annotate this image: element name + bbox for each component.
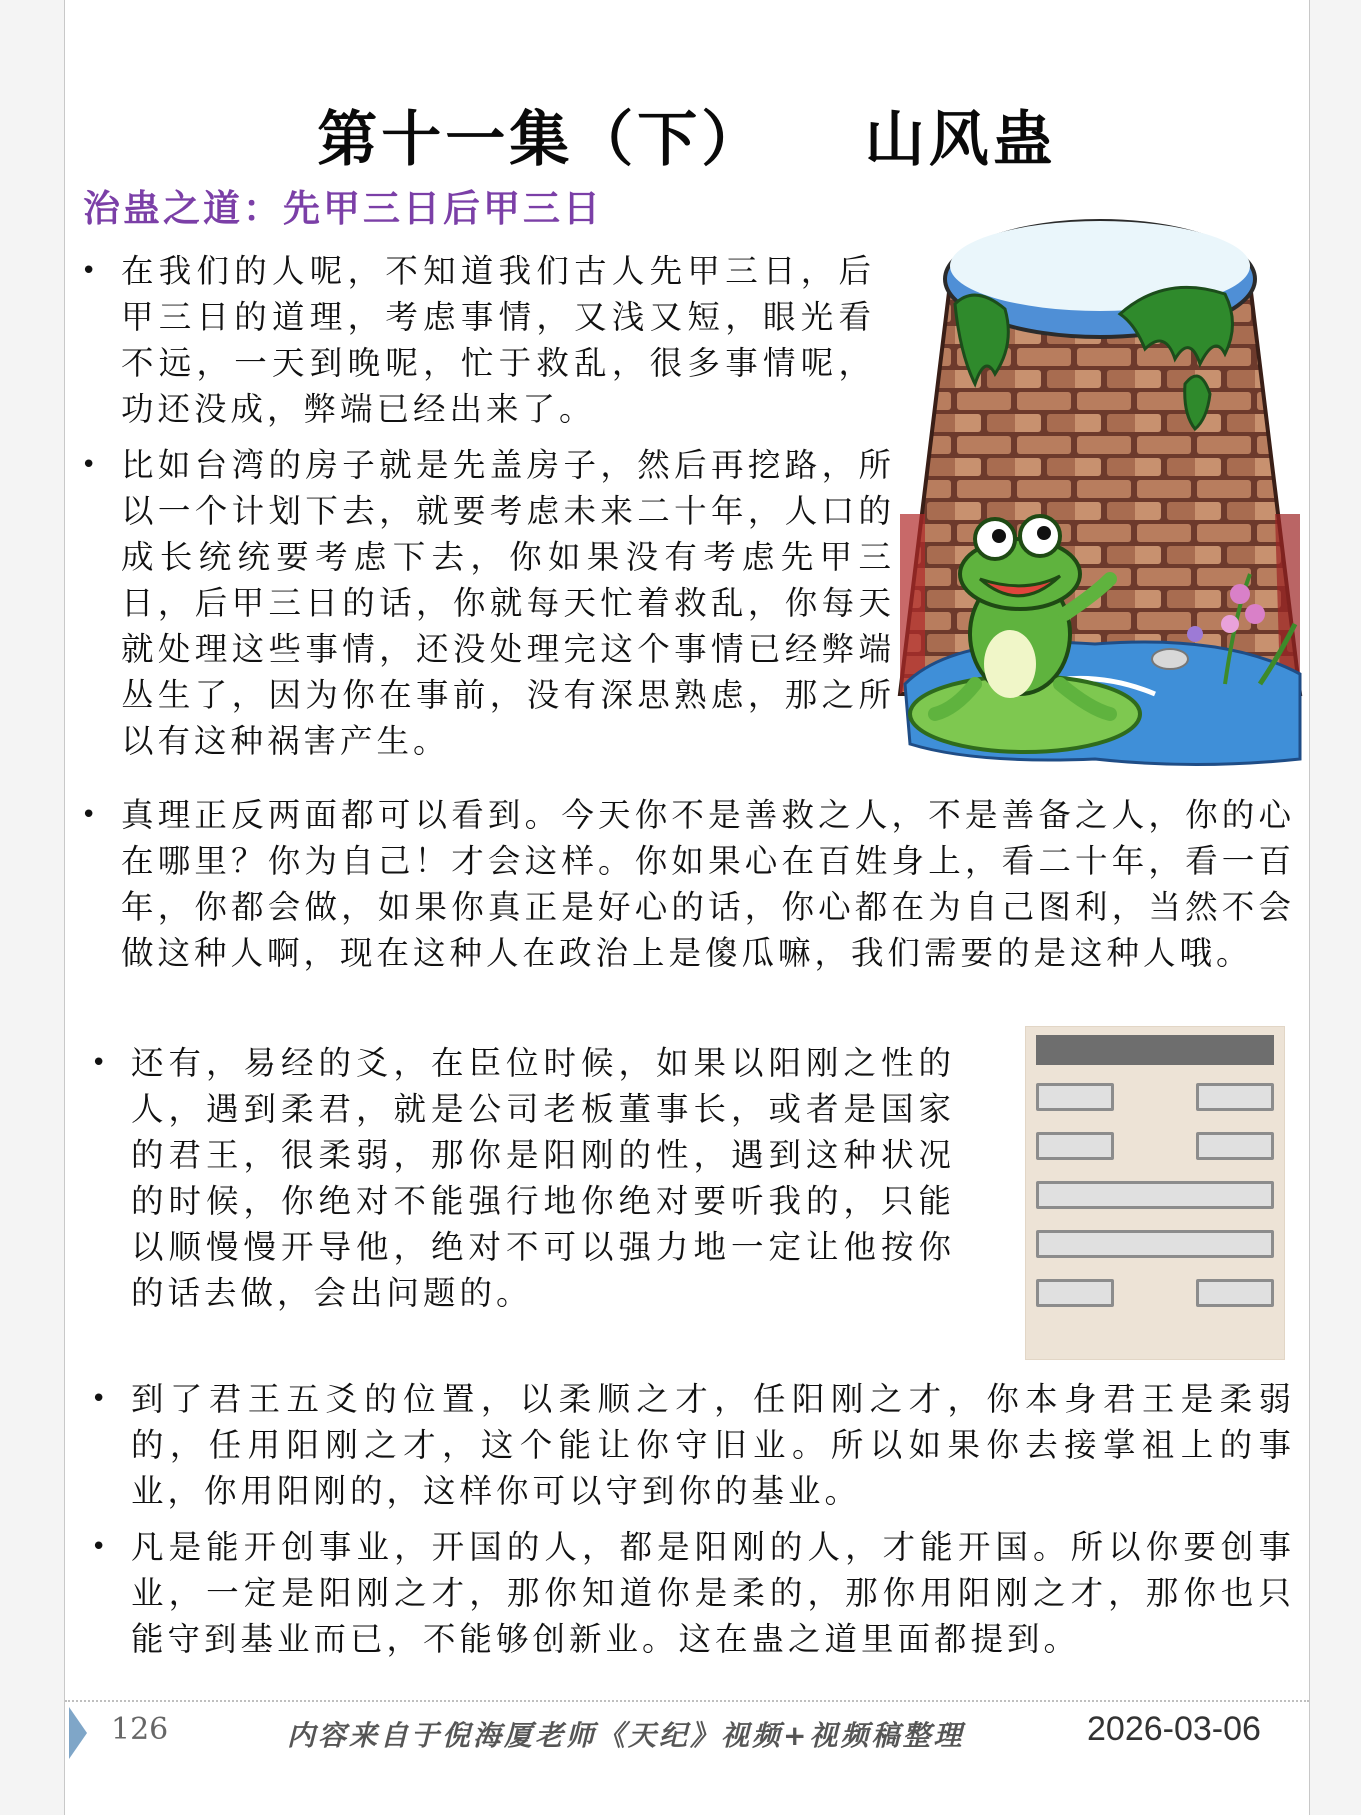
bullet-paragraph: • 凡是能开创事业，开国的人，都是阳刚的人，才能开国。所以你要创事业，一定是阳刚之才，那你知道你是柔的，那你用阳刚之才，那你也只能守到基业而已，不能够创新业。这在蛊之道里面都提到。 (85, 1524, 1295, 1662)
bullet-list-4 (85, 1040, 955, 1316)
hexagram-top-bar (1036, 1035, 1274, 1065)
hexagram-broken-line-segment (1036, 1132, 1114, 1160)
hexagram-solid-line (1036, 1230, 1274, 1258)
hexagram-solid-line (1036, 1181, 1274, 1209)
bullet-paragraph: • 真理正反两面都可以看到。今天你不是善救之人，不是善备之人，你的心在哪里？你为自己！才会这样。你如果心在百姓身上，看二十年，看一百年，你都会做，如果你真正是好心的话，你心都在为自己图利，当然不会做这种人啊，现在这种人在政治上是傻瓜嘛，我们需要的是这种人哦。 (75, 792, 1295, 976)
bullet-paragraph: • 到了君王五爻的位置，以柔顺之才，任阳刚之才，你本身君王是柔弱的，任用阳刚之才，这个能让你守旧业。所以如果你去接掌祖上的事业，你用阳刚的，这样你可以守到你的基业。 (85, 1376, 1295, 1514)
bullet-list-5 (85, 1376, 1295, 1514)
hexagram-broken-line-segment (1036, 1279, 1114, 1307)
bullet-paragraph: • 比如台湾的房子就是先盖房子，然后再挖路，所以一个计划下去，就要考虑未来二十年，人口的成长统统要考虑下去，你如果没有考虑先甲三日，后甲三日的话，你就每天忙着救乱，你每天就处理这些事情，还没处理完这个事情已经弊端丛生了，因为你在事前，没有深思熟虑，那之所以有这种祸害产生。 (75, 442, 895, 764)
well-frog-illustration (895, 214, 1305, 770)
hexagram-icon (1025, 1026, 1285, 1360)
bullet-list-3 (75, 792, 1295, 976)
bullet-list-6 (85, 1524, 1295, 1662)
bullet-paragraph: • 还有，易经的爻，在臣位时候，如果以阳刚之性的人，遇到柔君，就是公司老板董事长，或者是国家的君王，很柔弱，那你是阳刚的性，遇到这种状况的时候，你绝对不能强行地你绝对要听我的，只能以顺慢慢开导他，绝对不可以强力地一定让他按你的话去做，会出问题的。 (85, 1040, 955, 1316)
hexagram-broken-line-segment (1196, 1279, 1274, 1307)
hexagram-broken-line-segment (1196, 1083, 1274, 1111)
page-title: 第十一集（下） 山风蛊 (317, 105, 1057, 175)
document-page (64, 0, 1310, 1815)
footer-divider (65, 1700, 1309, 1702)
bullet-paragraph: • 在我们的人呢，不知道我们古人先甲三日，后甲三日的道理，考虑事情，又浅又短，眼光看不远，一天到晚呢，忙于救乱，很多事情呢，功还没成，弊端已经出来了。 (75, 248, 875, 432)
section-subtitle: 治蛊之道：先甲三日后甲三日 (83, 187, 603, 230)
source-note: 内容来自于倪海厦老师《天纪》视频+视频稿整理 (287, 1719, 965, 1752)
page-number: 126 (111, 1712, 169, 1747)
hexagram-broken-line-segment (1036, 1083, 1114, 1111)
hexagram-broken-line-segment (1196, 1132, 1274, 1160)
slide-arrow-icon[interactable] (69, 1707, 87, 1759)
bullet-list-1 (75, 248, 875, 432)
bullet-list-2 (75, 442, 895, 764)
footer-date: 2026-03-06 (1087, 1710, 1261, 1748)
